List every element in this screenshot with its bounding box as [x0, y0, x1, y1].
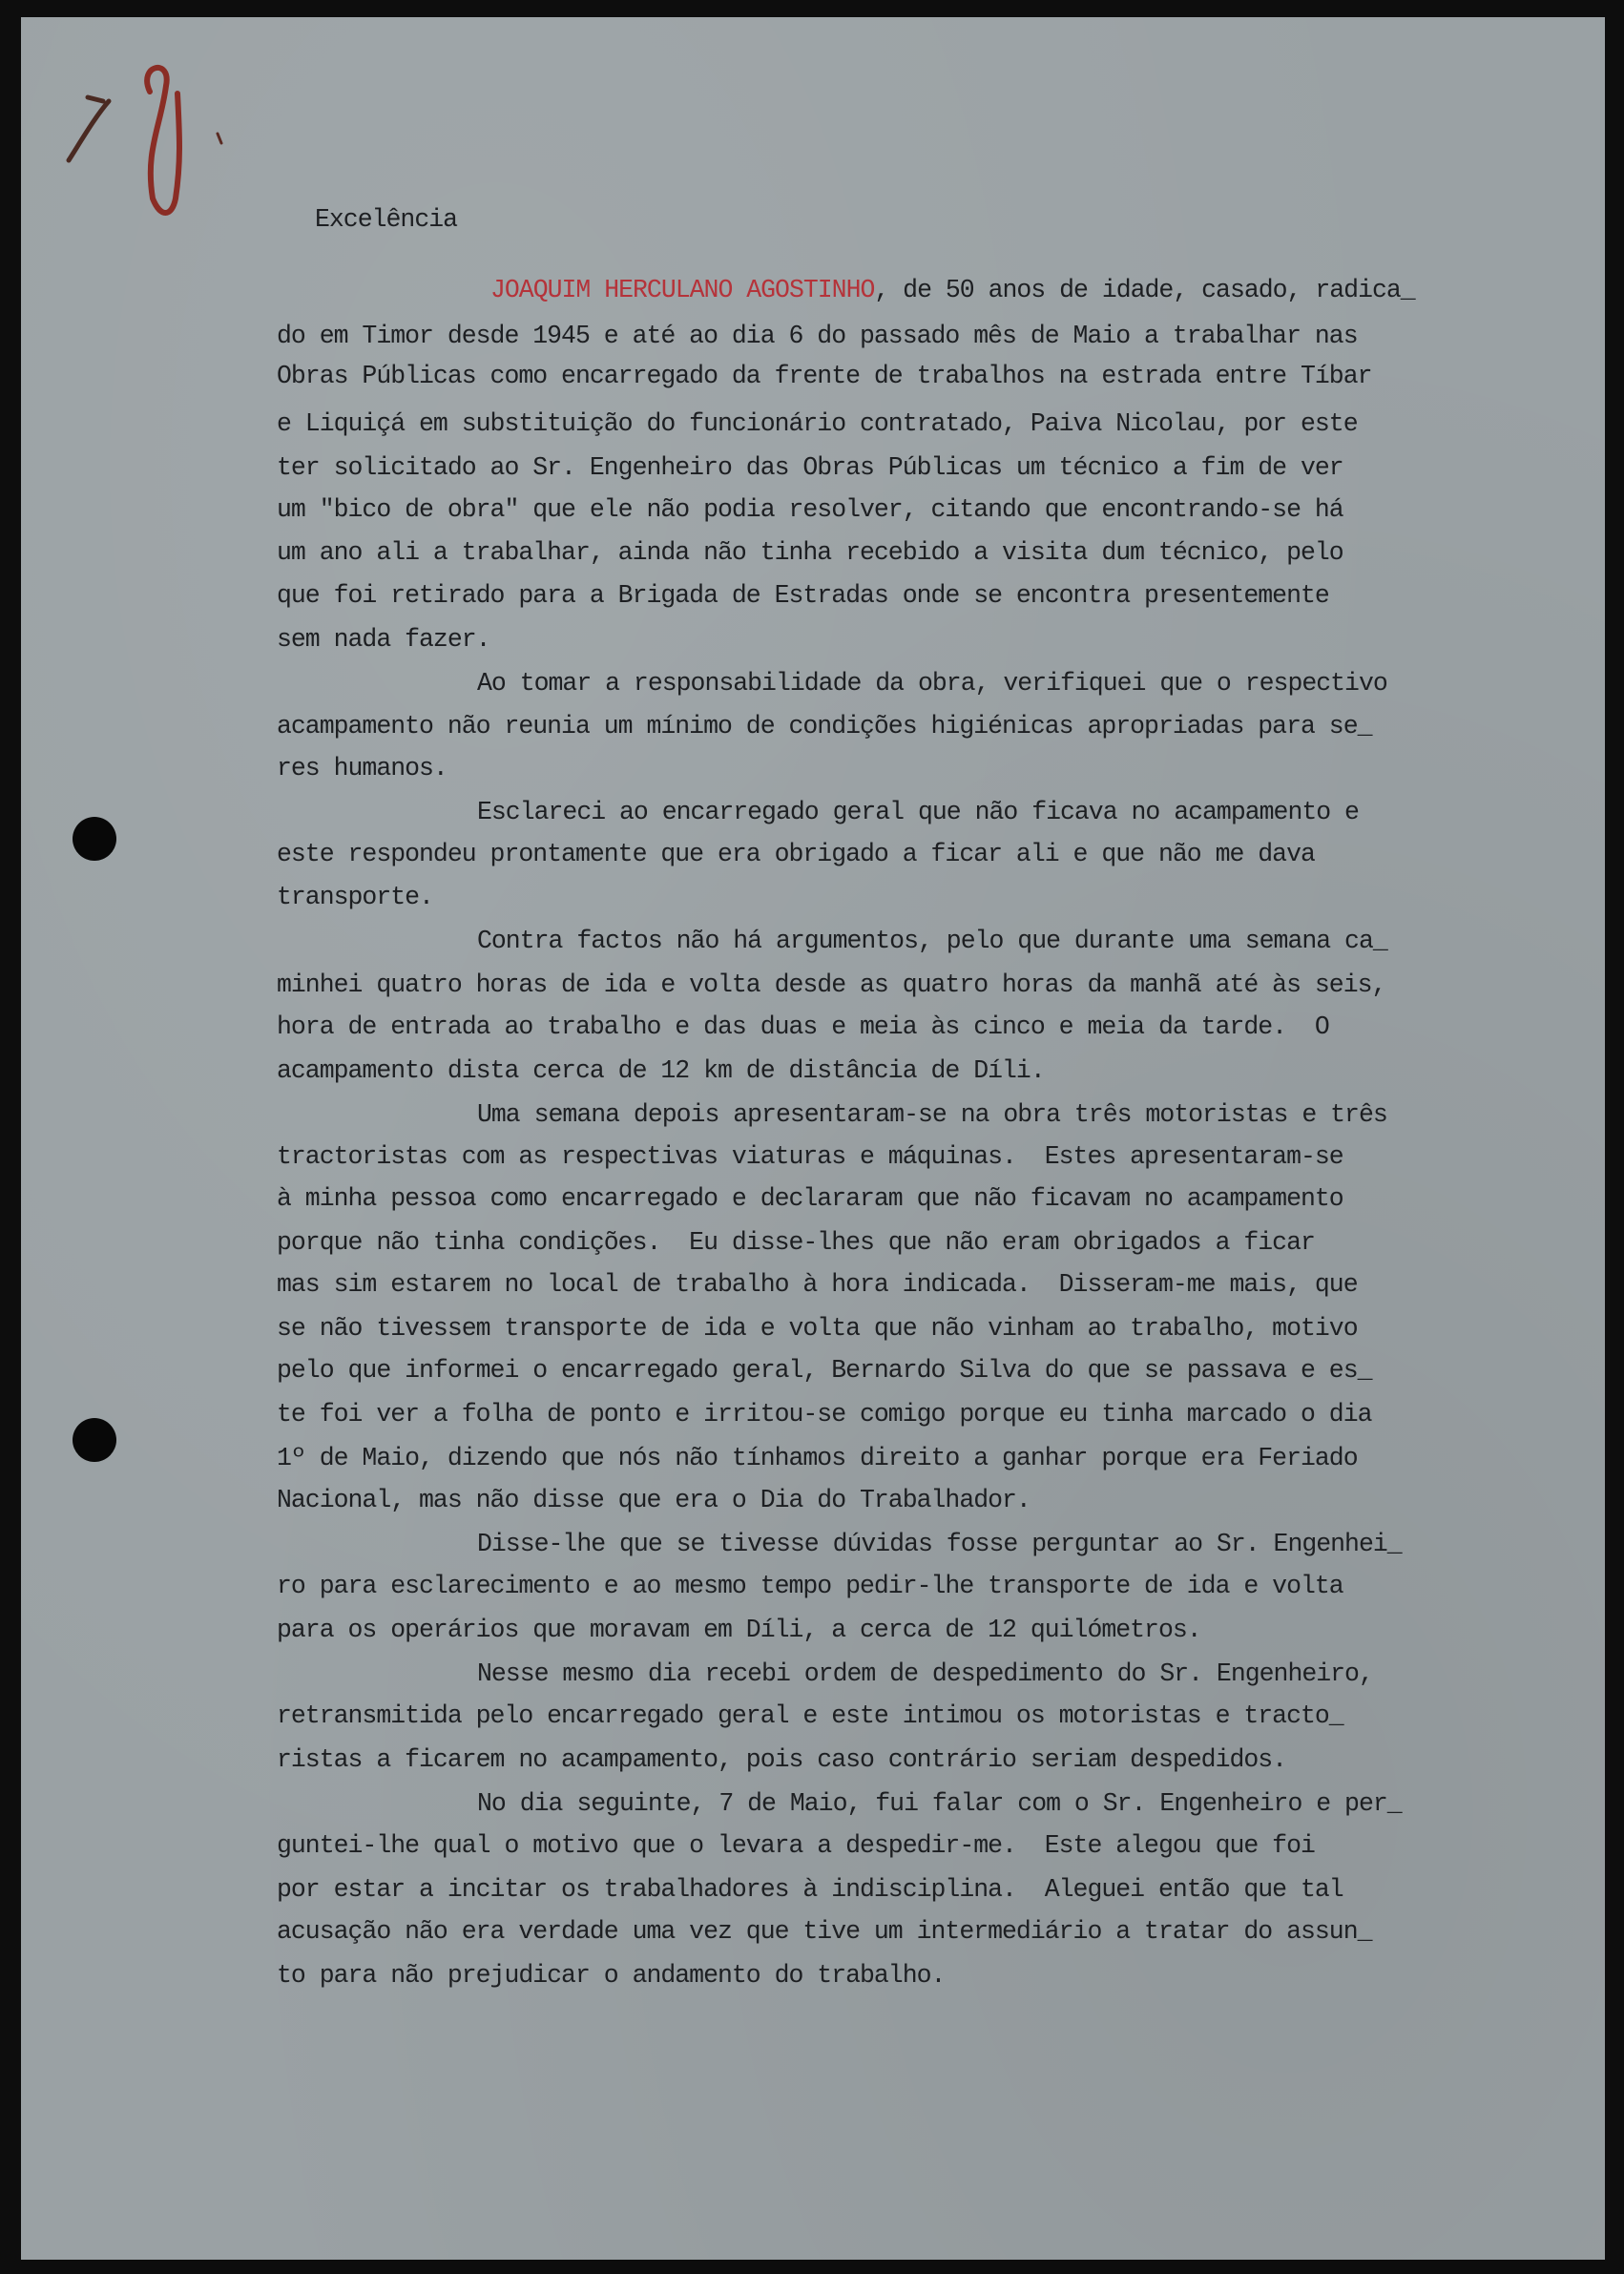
- letter-line: [477, 926, 1387, 956]
- line-segment: No dia seguinte, 7 de Maio, fui falar com o Sr. Engenheiro e per_: [477, 1789, 1402, 1818]
- letter-line: [277, 970, 1385, 1000]
- letter-line: [477, 1788, 1402, 1819]
- letter-line: [477, 1529, 1402, 1559]
- line-segment: Contra factos não há argumentos, pelo que durante uma semana ca_: [477, 927, 1387, 955]
- line-segment: transporte.: [277, 883, 433, 911]
- letter-line: [277, 1916, 1372, 1947]
- line-segment: Nacional, mas não disse que era o Dia do Trabalhador.: [277, 1486, 1031, 1514]
- line-segment: acampamento não reunia um mínimo de condições higiénicas apropriadas para se_: [277, 712, 1372, 741]
- line-segment: Nesse mesmo dia recebi ordem de despedimento do Sr. Engenheiro,: [477, 1659, 1373, 1688]
- letter-line: [277, 361, 1372, 391]
- letter-line: [277, 494, 1343, 525]
- letter-line: [277, 1615, 1201, 1645]
- line-segment: Obras Públicas como encarregado da frente de trabalhos na estrada entre Tíbar: [277, 362, 1372, 390]
- line-segment: mas sim estarem no local de trabalho à hora indicada. Disseram-me mais, que: [277, 1270, 1358, 1299]
- punch-hole: [73, 1418, 116, 1462]
- letter-line: [277, 1313, 1358, 1344]
- line-segment: Uma semana depois apresentaram-se na obra três motoristas e três: [477, 1100, 1387, 1129]
- line-segment: minhei quatro horas de ida e volta desde as quatro horas da manhã até às seis,: [277, 970, 1386, 999]
- letter-line: [277, 1012, 1329, 1042]
- line-segment: um ano ali a trabalhar, ainda não tinha recebido a visita dum técnico, pelo: [277, 538, 1343, 567]
- letter-line: [277, 580, 1329, 611]
- line-segment: à minha pessoa como encarregado e declararam que não ficavam no acampamento: [277, 1184, 1343, 1213]
- letter-line: [490, 275, 1415, 305]
- letter-line: [277, 1183, 1343, 1214]
- line-segment: to para não prejudicar o andamento do trabalho.: [277, 1961, 946, 1990]
- line-segment: este respondeu prontamente que era obrigado a ficar ali e que não me dava: [277, 840, 1315, 868]
- letter-line: [277, 321, 1358, 351]
- letter-line: [477, 1659, 1373, 1689]
- line-segment: ter solicitado ao Sr. Engenheiro das Obras Públicas um técnico a fim de ver: [277, 453, 1343, 482]
- letter-line: [277, 1141, 1343, 1172]
- letter-line: [277, 1874, 1343, 1905]
- line-segment: um "bico de obra" que ele não podia resolver, citando que encontrando-se há: [277, 495, 1343, 524]
- letter-line: [277, 1960, 945, 1991]
- handwritten-mark: [50, 36, 269, 218]
- letter-line: [277, 1355, 1372, 1386]
- letter-line: [277, 1227, 1315, 1258]
- letter-line: [277, 1571, 1343, 1601]
- line-segment: Esclareci ao encarregado geral que não ficava no acampamento e: [477, 798, 1359, 826]
- line-segment: retransmitida pelo encarregado geral e este intimou os motoristas e tracto_: [277, 1701, 1343, 1730]
- line-segment: guntei-lhe qual o motivo que o levara a despedir-me. Este alegou que foi: [277, 1831, 1315, 1860]
- line-segment: tractoristas com as respectivas viaturas e máquinas. Estes apresentaram-se: [277, 1142, 1343, 1171]
- letter-line: [277, 1399, 1372, 1429]
- letter-line: [277, 1443, 1358, 1473]
- letter-line: [277, 1700, 1343, 1731]
- line-segment: JOAQUIM HERCULANO AGOSTINHO: [490, 276, 875, 304]
- letter-line: [477, 797, 1359, 827]
- letter-line: [277, 882, 433, 912]
- letter-line: [477, 668, 1387, 699]
- letter-line: [277, 624, 490, 655]
- line-segment: acampamento dista cerca de 12 km de distância de Díli.: [277, 1056, 1045, 1085]
- line-segment: hora de entrada ao trabalho e das duas e meia às cinco e meia da tarde. O: [277, 1012, 1329, 1041]
- punch-hole: [73, 817, 116, 861]
- letter-line: [277, 839, 1315, 869]
- line-segment: 1º de Maio, dizendo que nós não tínhamos direito a ganhar porque era Feriado: [277, 1444, 1358, 1472]
- line-segment: Disse-lhe que se tivesse dúvidas fosse perguntar ao Sr. Engenhei_: [477, 1530, 1402, 1558]
- line-segment: acusação não era verdade uma vez que tive um intermediário a tratar do assun_: [277, 1917, 1372, 1946]
- letter-line: [277, 452, 1343, 483]
- line-segment: Ao tomar a responsabilidade da obra, verifiquei que o respectivo: [477, 669, 1387, 698]
- line-segment: do em Timor desde 1945 e até ao dia 6 do passado mês de Maio a trabalhar nas: [277, 322, 1358, 350]
- letter-line: [277, 537, 1343, 568]
- salutation: Excelência: [315, 205, 458, 234]
- letter-line: [477, 1099, 1387, 1130]
- letter-line: [277, 753, 448, 783]
- line-segment: res humanos.: [277, 754, 448, 782]
- line-segment: porque não tinha condições. Eu disse-lhes que não eram obrigados a ficar: [277, 1228, 1315, 1257]
- letter-line: [277, 1055, 1045, 1086]
- line-segment: , de 50 anos de idade, casado, radica_: [874, 276, 1415, 304]
- line-segment: se não tivessem transporte de ida e volta que não vinham ao trabalho, motivo: [277, 1314, 1358, 1343]
- line-segment: e Liquiçá em substituição do funcionário contratado, Paiva Nicolau, por este: [277, 409, 1358, 438]
- letter-line: [277, 1485, 1031, 1515]
- line-segment: pelo que informei o encarregado geral, Bernardo Silva do que se passava e es_: [277, 1356, 1372, 1385]
- line-segment: por estar a incitar os trabalhadores à indisciplina. Aleguei então que tal: [277, 1875, 1343, 1904]
- line-segment: te foi ver a folha de ponto e irritou-se comigo porque eu tinha marcado o dia: [277, 1400, 1372, 1429]
- line-segment: para os operários que moravam em Díli, a cerca de 12 quilómetros.: [277, 1616, 1201, 1644]
- letter-line: [277, 1744, 1286, 1775]
- line-segment: que foi retirado para a Brigada de Estradas onde se encontra presentemente: [277, 581, 1329, 610]
- line-segment: ro para esclarecimento e ao mesmo tempo pedir-lhe transporte de ida e volta: [277, 1572, 1343, 1600]
- line-segment: ristas a ficarem no acampamento, pois caso contrário seriam despedidos.: [277, 1745, 1287, 1774]
- letter-line: [277, 408, 1358, 439]
- letter-line: [277, 1269, 1358, 1300]
- letter-line: [277, 711, 1372, 741]
- line-segment: sem nada fazer.: [277, 625, 490, 654]
- document-page: [21, 17, 1605, 2260]
- letter-line: [277, 1830, 1315, 1861]
